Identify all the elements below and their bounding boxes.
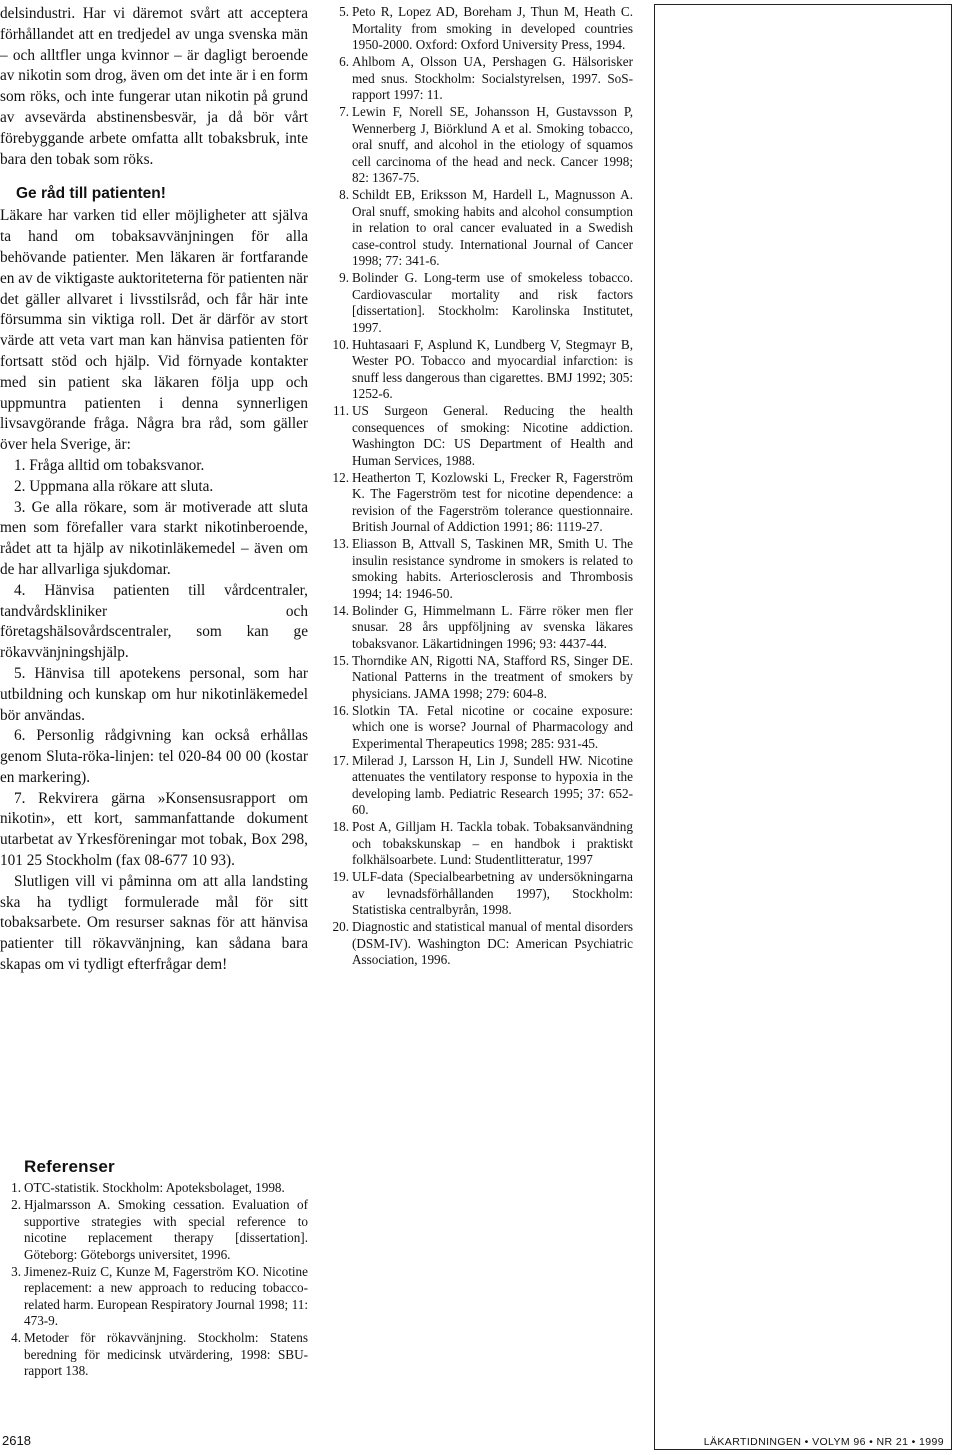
reference-number: 1.	[11, 1180, 21, 1195]
reference-number: 19.	[332, 869, 349, 884]
reference-item	[0, 1197, 308, 1263]
reference-item	[328, 54, 633, 104]
advice-item: 7. Rekvirera gärna »Konsensusrapport om nikotin», ett kort, sammanfattande dokument utarbetat av Yrkesföreningar mot tobak, Box 298, 101 25 Stockholm (fax 08-677 10 93).	[0, 789, 308, 870]
reference-text: Post A, Gilljam H. Tackla tobak. Tobaksanvändning och tobakskunskap – en handbok i praktiskt folkhälsoarbete. Lund: Studentlitteratur, 1997	[352, 819, 633, 867]
reference-item	[328, 4, 633, 54]
reference-text: Slotkin TA. Fetal nicotine or cocaine exposure: which one is worse? Journal of Pharmacology and Experimental Therapeutics 1998; 285: 931-45.	[352, 702, 633, 751]
reference-number: 13.	[332, 536, 349, 551]
reference-text: Metoder för rökavvänjning. Stockholm: Statens beredning för medicinsk utvärdering, 1998: SBU-rapport 138.	[24, 1330, 308, 1378]
reference-item	[328, 869, 633, 919]
reference-number: 17.	[332, 752, 349, 768]
reference-item	[328, 753, 633, 819]
reference-text: Jimenez-Ruiz C, Kunze M, Fagerström KO. Nicotine replacement: a new approach to reducing tobacco-related harm. European Respiratory Journal 1998; 11: 473-9.	[24, 1263, 308, 1328]
reference-item	[0, 1264, 308, 1330]
reference-item	[0, 1330, 308, 1380]
reference-text: Ahlbom A, Olsson UA, Pershagen G. Hälsorisker med snus. Stockholm: Socialstyrelsen, 1997. SoS-rapport 1997: 11.	[352, 54, 633, 102]
reference-text: Thorndike AN, Rigotti NA, Stafford RS, Singer DE. National Patterns in the treatment of smokers by physicians. JAMA 1998; 279: 604-8.	[352, 652, 633, 701]
reference-text: Lewin F, Norell SE, Johansson H, Gustavsson P, Wennerberg J, Biörklund A et al. Smoking tobacco, oral snuff, and alcohol in the etiology of squamos cell carcinoma of the head and neck. Cancer 1998; 82: 1367-75.	[352, 104, 633, 185]
reference-number: 8.	[339, 187, 349, 202]
reference-number: 7.	[339, 104, 349, 119]
section-heading: Ge råd till patienten!	[16, 185, 166, 203]
reference-number: 18.	[332, 819, 349, 834]
reference-item	[328, 653, 633, 703]
article-body-column	[0, 4, 308, 976]
references-column	[328, 4, 633, 969]
reference-item	[0, 1180, 308, 1197]
reference-item	[328, 337, 633, 403]
reference-number: 11.	[333, 403, 349, 418]
reference-number: 9.	[339, 270, 349, 285]
page-number: 2618	[2, 1433, 31, 1448]
references-title: Referenser	[24, 1157, 115, 1176]
reference-text: Diagnostic and statistical manual of mental disorders (DSM-IV). Washington DC: American Psychiatric Association, 1996.	[352, 919, 633, 967]
reference-number: 12.	[332, 469, 349, 485]
reference-text: US Surgeon General. Reducing the health consequences of smoking: Nicotine addiction. Washington DC: US Department of Health and Human Services, 1988.	[352, 403, 633, 468]
reference-text: OTC-statistik. Stockholm: Apoteksbolaget, 1998.	[24, 1180, 285, 1195]
body-paragraph: Slutligen vill vi påminna om att alla landsting ska ha tydligt formulerade mål för sitt tobaksarbete. Om resurser saknas för att hänvisa patienter till rökavvänjning, kan sådana bara skapas om vi tydligt efterfrågar dem!	[0, 872, 308, 974]
advice-item: 4. Hänvisa patienten till vårdcentraler, tandvårdskliniker och företagshälsovårdscentraler, som kan ge rökavvänjningshjälp.	[0, 581, 308, 662]
reference-text: Hjalmarsson A. Smoking cessation. Evaluation of supportive strategies with special reference to nicotine replacement therapy [dissertation]. Göteborg: Göteborgs universitet, 1996.	[24, 1197, 308, 1262]
reference-number: 3.	[11, 1263, 21, 1279]
reference-item	[328, 536, 633, 602]
reference-number: 15.	[332, 652, 349, 668]
reference-text: Peto R, Lopez AD, Boreham J, Thun M, Heath C. Mortality from smoking in developed countries 1950-2000. Oxford: Oxford University Press, 1994.	[352, 4, 633, 52]
reference-text: Heatherton T, Kozlowski L, Frecker R, Fagerström K. The Fagerström test for nicotine dependence: a revision of the Fagerström tolerance questionnaire. British Journal of Addiction 1991; 86: 1119-27.	[352, 469, 633, 534]
reference-text: ULF-data (Specialbearbetning av undersökningarna av levnadsförhållanden 1997), Stockholm: Statistiska centralbyrån, 1998.	[352, 869, 633, 917]
reference-item	[328, 703, 633, 753]
reference-number: 14.	[332, 602, 349, 618]
reference-text: Eliasson B, Attvall S, Taskinen MR, Smith U. The insulin resistance syndrome in smokers is related to smoking habits. Arteriosclerosis and Thrombosis 1994; 14: 1946-50.	[352, 536, 633, 601]
empty-frame-box	[654, 4, 952, 1450]
reference-text: Schildt EB, Eriksson M, Hardell L, Magnusson A. Oral snuff, smoking habits and alcohol consumption in relation to oral cancer evaluated in a Swedish case-control study. International Journal of Cancer 1998; 77: 341-6.	[352, 187, 633, 268]
reference-number: 2.	[11, 1197, 21, 1212]
reference-number: 5.	[339, 4, 349, 19]
reference-item	[328, 470, 633, 536]
reference-number: 16.	[332, 702, 349, 718]
reference-item	[328, 187, 633, 270]
advice-item: 6. Personlig rådgivning kan också erhållas genom Sluta-röka-linjen: tel 020-84 00 00 (kostar en markering).	[0, 727, 308, 786]
references-list-left	[0, 1180, 308, 1380]
reference-text: Huhtasaari F, Asplund K, Lundberg V, Stegmayr B, Wester PO. Tobacco and myocardial infarction: is snuff less dangerous than cigarettes. BMJ 1992; 305: 1252-6.	[352, 336, 633, 401]
reference-item	[328, 270, 633, 336]
references-list-right	[328, 4, 633, 969]
reference-number: 4.	[11, 1330, 21, 1345]
body-paragraph: Läkare har varken tid eller möjligheter att själva ta hand om tobaksavvänjningen för alla behövande patienter. Men läkaren är fortfarande en av de viktigaste auktoriteterna för patienten när det gäller allvaret i livsstilsråd, och får här inte försumma sin viktiga roll. Det är därför av stort värde att veta vart man kan hänvisa patienten för fortsatt stöd och hjälp. Vid förnyade kontakter med sin patient ska läkaren följa upp och uppmuntra patienten i denna synnerligen livsavgörande fråga. Några bra råd, som gäller över hela Sverige, är:	[0, 207, 308, 454]
reference-item	[328, 403, 633, 469]
reference-text: Bolinder G. Long-term use of smokeless tobacco. Cardiovascular mortality and risk factors [dissertation]. Stockholm: Karolinska Institutet, 1997.	[352, 270, 633, 335]
body-paragraph: delsindustri. Har vi däremot svårt att acceptera förhållandet att en tredjedel av unga svenska män – och alltfler unga kvinnor – är dagligt beroende av nikotin som drog, även om det inte är i en form som röks, och inte fungerar utan nikotin på grund av avsevärda abstinensbesvär, ja då bör vårt förebyggande arbete omfatta allt tobaksbruk, inte bara den tobak som röks.	[0, 5, 308, 168]
reference-item	[328, 603, 633, 653]
advice-item: 5. Hänvisa till apotekens personal, som har utbildning och kunskap om hur nikotinläkemedel bör användas.	[0, 664, 308, 724]
reference-number: 6.	[339, 54, 349, 69]
reference-item	[328, 919, 633, 969]
reference-text: Bolinder G, Himmelmann L. Färre röker men fler snusar. 28 års uppföljning av svenska läkares tobaksvanor. Läkartidningen 1996; 93: 4437-44.	[352, 602, 633, 651]
advice-item: 2. Uppmana alla rökare att sluta.	[14, 477, 214, 495]
reference-number: 10.	[332, 336, 349, 352]
references-section	[0, 1156, 308, 1380]
reference-text: Milerad J, Larsson H, Lin J, Sundell HW. Nicotine attenuates the ventilatory response to hypoxia in the developing lamb. Pediatric Research 1995; 37: 652-60.	[352, 752, 633, 817]
reference-number: 20.	[332, 919, 349, 934]
journal-footer: LÄKARTIDNINGEN • VOLYM 96 • NR 21 • 1999	[703, 1436, 944, 1448]
advice-item: 3. Ge alla rökare, som är motiverade att sluta men som förefaller vara starkt nikotinberoende, rådet att ta hjälp av nikotinläkemedel – även om de har allvarliga sjukdomar.	[0, 498, 308, 578]
reference-item	[328, 819, 633, 869]
reference-item	[328, 104, 633, 187]
advice-item: 1. Fråga alltid om tobaksvanor.	[14, 456, 205, 474]
